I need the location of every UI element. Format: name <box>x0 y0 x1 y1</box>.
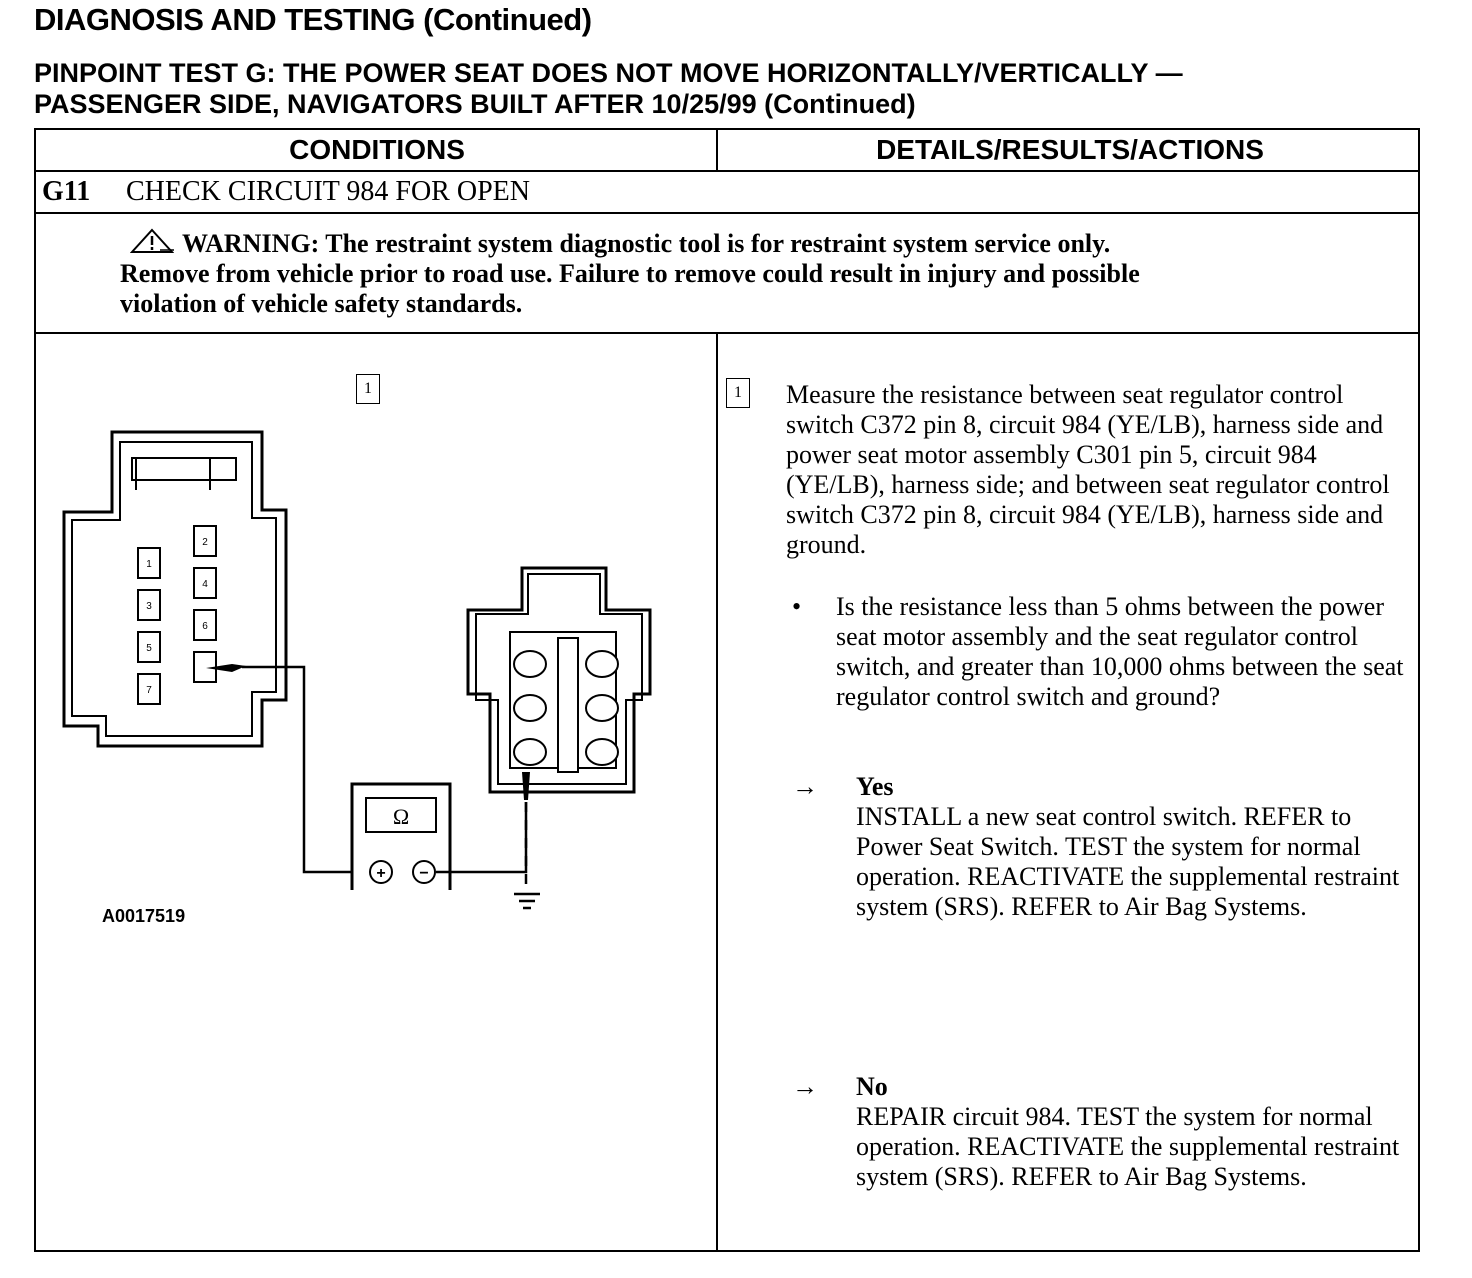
ground-icon <box>512 888 542 918</box>
pin-label: 4 <box>202 579 208 590</box>
bullet-marker: • <box>792 592 802 621</box>
page-title: DIAGNOSIS AND TESTING (Continued) <box>34 2 592 37</box>
pinpoint-test-table <box>34 128 1420 1252</box>
row-divider <box>36 212 1418 214</box>
pin-label: 6 <box>202 621 208 632</box>
wiring-diagram <box>36 410 716 890</box>
test-title-line-1: PINPOINT TEST G: THE POWER SEAT DOES NOT MOVE HORIZONTALLY/VERTICALLY — <box>34 58 1183 88</box>
pin-cavities <box>138 526 216 704</box>
warning-line-3: violation of vehicle safety standards. <box>120 289 523 318</box>
no-arrow-icon: → <box>792 1072 818 1101</box>
meter-probe-negative <box>522 772 530 800</box>
ohm-symbol: Ω <box>392 804 410 829</box>
details-column-header: DETAILS/RESULTS/ACTIONS <box>876 134 1264 165</box>
pin-label: 3 <box>146 601 152 612</box>
no-result <box>856 1072 1416 1192</box>
row-divider <box>36 170 1418 172</box>
figure-callout: 1 <box>356 374 380 404</box>
warning-line-1: WARNING: The restraint system diagnostic tool is for restraint system service only. <box>182 229 1111 258</box>
yes-label: Yes <box>856 772 894 801</box>
yes-arrow-icon: → <box>792 772 818 801</box>
column-divider <box>716 332 718 1252</box>
pin-label: 7 <box>146 685 152 696</box>
header-divider <box>716 130 718 172</box>
conditions-column-header: CONDITIONS <box>289 134 465 165</box>
meter-probe-positive <box>206 664 358 872</box>
connector-c372 <box>64 432 286 746</box>
warning-triangle-icon <box>130 228 174 254</box>
measure-instruction: Measure the resistance between seat regulator control switch C372 pin 8, circuit 984 (YE/LB), harness side and power seat motor assembly C301 pin 5, circuit 984 (YE/LB), harness side; and between seat regulator control switch C372 pin 8, circuit 984 (YE/LB), harness side and ground. <box>786 380 1390 559</box>
resistance-question: Is the resistance less than 5 ohms between the power seat motor assembly and the seat regulator control switch, and greater than 10,000 ohms between the seat regulator control switch and ground? <box>836 592 1404 711</box>
row-divider <box>36 332 1418 334</box>
yes-result <box>856 772 1416 922</box>
connector-c301 <box>468 568 650 792</box>
pin-label: 1 <box>146 559 152 570</box>
warning-line-2: Remove from vehicle prior to road use. Failure to remove could result in injury and possible <box>120 259 1140 288</box>
pinpoint-test-title <box>34 58 1183 120</box>
step-heading <box>42 176 530 208</box>
minus-label: − <box>419 865 429 882</box>
warning-note <box>120 228 1360 319</box>
step-callout: 1 <box>726 378 750 408</box>
pin-label: 2 <box>202 537 208 548</box>
no-label: No <box>856 1072 888 1101</box>
step-title: CHECK CIRCUIT 984 FOR OPEN <box>126 176 530 207</box>
figure-code: A0017519 <box>102 906 186 926</box>
yes-action: INSTALL a new seat control switch. REFER to Power Seat Switch. TEST the system for normal operation. REACTIVATE the supplemental restraint system (SRS). REFER to Air Bag Systems. <box>856 802 1400 921</box>
test-title-line-2: PASSENGER SIDE, NAVIGATORS BUILT AFTER 10/25/99 (Continued) <box>34 89 916 119</box>
plus-label: + <box>376 865 386 882</box>
pin-label: 5 <box>146 643 152 654</box>
no-action: REPAIR circuit 984. TEST the system for normal operation. REACTIVATE the supplemental restraint system (SRS). REFER to Air Bag Systems. <box>856 1102 1400 1191</box>
ohmmeter <box>352 784 450 890</box>
step-id: G11 <box>42 176 91 207</box>
